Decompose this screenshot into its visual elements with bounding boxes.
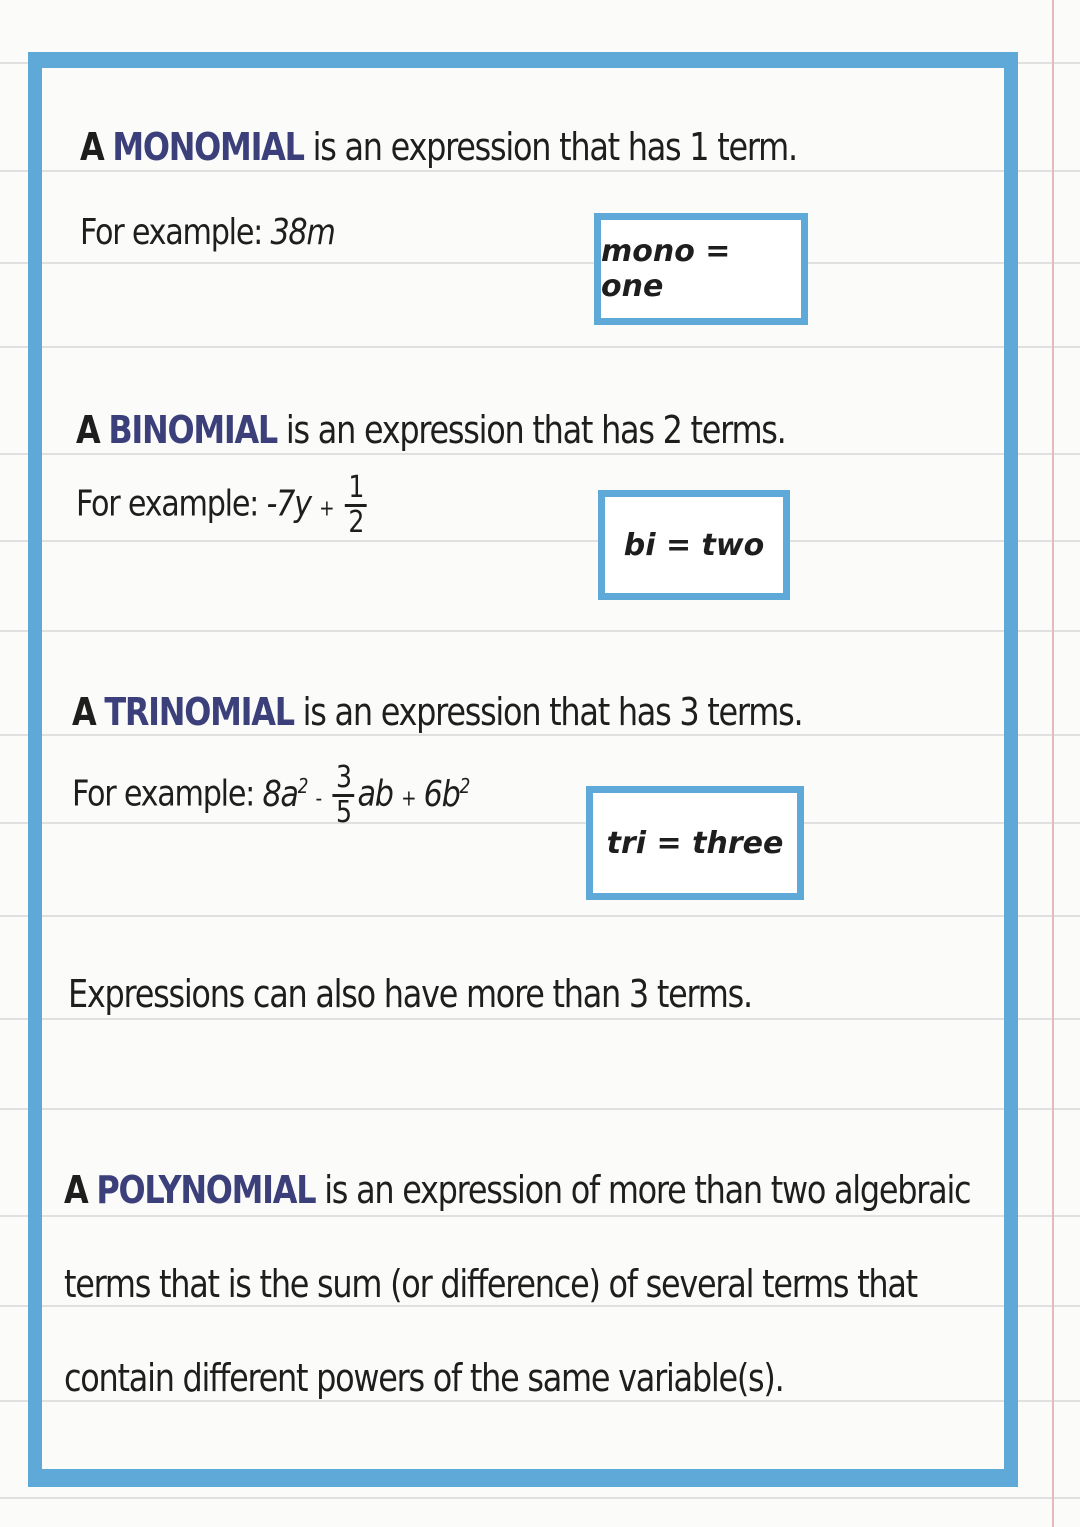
monomial-example xyxy=(80,212,335,253)
monomial-definition xyxy=(80,125,797,169)
term-trinomial: TRINOMIAL xyxy=(104,690,294,734)
plus-operator: + xyxy=(401,786,416,812)
term-binomial: BINOMIAL xyxy=(108,408,278,452)
trinomial-definition xyxy=(72,690,802,734)
definition-text: is an expression of more than two algebraic xyxy=(324,1168,971,1212)
term-monomial: MONOMIAL xyxy=(112,125,304,169)
fraction-numerator: 1 xyxy=(345,472,366,507)
polynomial-definition-line-3: contain different powers of the same variable(s). xyxy=(64,1356,784,1400)
prefix-note-box xyxy=(598,490,790,600)
example-label: For example: xyxy=(80,212,263,253)
article: A xyxy=(72,690,96,734)
example-label: For example: xyxy=(72,773,255,815)
fraction xyxy=(345,472,366,539)
term-3-base: 6b xyxy=(423,773,460,815)
binomial-example xyxy=(76,472,370,539)
fraction xyxy=(333,762,354,829)
example-term-2: ab xyxy=(357,773,393,815)
fraction-denominator: 2 xyxy=(348,505,364,540)
binomial-definition xyxy=(76,408,786,452)
term-1-base: 8a xyxy=(262,773,298,815)
term-1-exponent: 2 xyxy=(297,773,308,798)
plus-operator: + xyxy=(319,496,334,522)
fraction-denominator: 5 xyxy=(336,795,351,830)
definition-text: is an expression that has 2 terms. xyxy=(285,408,786,452)
prefix-note-text: mono = one xyxy=(601,234,731,304)
example-term-3 xyxy=(424,774,469,815)
more-terms-note: Expressions can also have more than 3 terms. xyxy=(68,972,752,1016)
article: A xyxy=(64,1168,88,1212)
example-expression: 38m xyxy=(270,212,335,253)
fraction-numerator: 3 xyxy=(333,762,354,797)
prefix-note-text: bi = two xyxy=(623,527,765,563)
term-3-exponent: 2 xyxy=(459,773,470,798)
example-label: For example: xyxy=(76,483,259,525)
polynomial-definition-line-1 xyxy=(64,1168,970,1212)
example-term-1: -7y xyxy=(266,483,311,525)
prefix-note-text: tri = three xyxy=(606,825,784,861)
definition-text: is an expression that has 1 term. xyxy=(312,125,797,169)
example-term-1 xyxy=(262,774,307,815)
definition-text: is an expression that has 3 terms. xyxy=(302,690,803,734)
notebook-margin-line xyxy=(1052,0,1054,1527)
term-polynomial: POLYNOMIAL xyxy=(96,1168,316,1212)
prefix-note-box xyxy=(594,213,808,325)
polynomial-definition-line-2: terms that is the sum (or difference) of several terms that xyxy=(64,1262,917,1306)
minus-operator: - xyxy=(315,786,321,812)
prefix-note-box xyxy=(586,786,804,900)
article: A xyxy=(76,408,100,452)
article: A xyxy=(80,125,104,169)
trinomial-example xyxy=(72,762,469,829)
